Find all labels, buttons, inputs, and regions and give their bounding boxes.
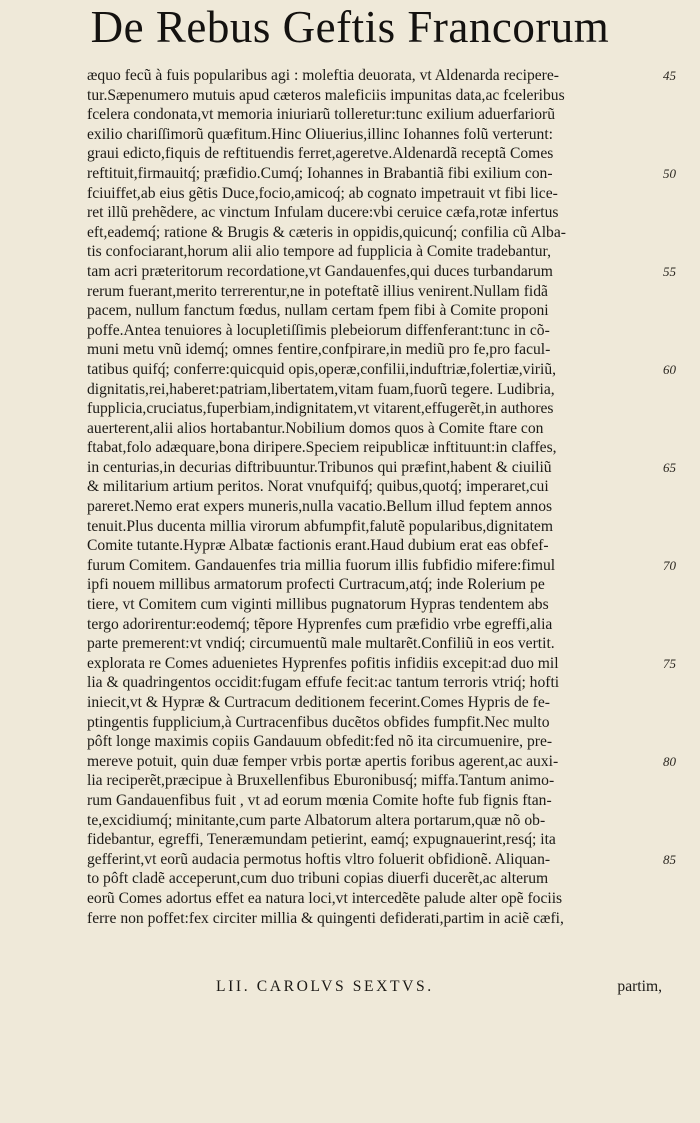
running-head: De Rebus Geftis Francorum <box>90 2 610 52</box>
text-line: æquo fecũ à fuis popularibus agi : moleftia deuorata, vt Aldenarda recipere- <box>87 67 559 84</box>
text-line: fupplicia,cruciatus,fuperbiam,indignitatem,vt vitarent,effugerẽt,in authores <box>87 400 554 418</box>
footer-line <box>87 976 662 998</box>
text-line: poffe.Antea tenuiores à locupletiſſimis plebeiorum diffenferant:tunc in cõ- <box>87 321 550 339</box>
text-line: pareret.Nemo erat expers muneris,nulla vacatio.Bellum illud feptem annos <box>87 498 553 516</box>
text-line: tergo adorirentur:eodemq́; tẽpore Hyprenfes cum præfidio vrbe egreffi,alia <box>87 615 553 633</box>
text-line: in centurias,in decurias diftribuuntur.Tribunos qui præfint,habent & ciuiliũ <box>87 458 552 476</box>
signature-mark: LII. CAROLVS SEXTVS. <box>216 978 434 995</box>
text-line: muni metu vnũ idemq́; omnes fentire,confpirare,in mediũ pro fe,pro facul- <box>87 341 551 359</box>
text-line: te,excidiumq́; minitante,cum parte Albatorum altera portarum,quæ nõ ob- <box>87 811 546 829</box>
text-line: fidebantur, egreffi, Teneræmundam petierint, eamq́; expugnauerint,resq́; ita <box>87 831 556 849</box>
text-line: auerterent,alii alios hortabantur.Nobilium domos quos à Comite ftare con <box>87 419 544 437</box>
text-line: eft,eademq́; ratione & Brugis & cæteris in oppidis,quicunq́; confilia cũ Alba- <box>87 223 566 241</box>
text-line: exilio chariſſimorũ quæfitum.Hinc Oliuerius,illinc Iohannes folũ verterunt: <box>87 125 553 143</box>
text-line: gefferint,vt eorũ audacia permotus hoftis vltro foluerit obfidionẽ. Aliquan- <box>87 850 551 868</box>
text-line: tatibus quifq́; conferre:quicquid opis,operæ,confilii,induftriæ,folertiæ,viriũ, <box>87 360 557 378</box>
text-line: mereve potuit, quin duæ femper vrbis portæ apertis foribus agerent,ac auxi- <box>87 752 559 770</box>
margin-line-number: 45 <box>663 68 676 83</box>
margin-line-number: 60 <box>663 362 676 377</box>
text-line: tis confociarant,horum alii alio tempore ad fupplicia à Comite tradebantur, <box>87 243 551 261</box>
text-line: lia & quadringentos occidit:fugam effufe fecit:ac tantum terroris vtriq́; hofti <box>87 674 560 692</box>
text-line: eorũ Comes adortus effet ea natura loci,vt intercedẽte palude alter opẽ fociis <box>87 889 563 907</box>
text-line: rerum fuerant,merito terrerentur,ne in poteftatẽ illius venirent.Nullam fidã <box>87 282 548 300</box>
text-line: parte premerent:vt vndiq́; circumuentũ male multarẽt.Confiliũ in eos vertit. <box>87 635 555 653</box>
text-line: tenuit.Plus ducenta millia virorum abfumpfit,falutẽ popularibus,dignitatem <box>87 517 553 535</box>
text-line: tam acri præteritorum recordatione,vt Gandauenfes,qui duces turbandarum <box>87 262 553 280</box>
text-line: ptingentis fupplicium,à Curtracenfibus ducẽtos obfides fumpfit.Nec multo <box>87 713 550 731</box>
text-line: to pôft cladẽ acceperunt,cum duo tribuni copias diuerfi ducerẽt,ac alterum <box>87 870 549 888</box>
text-line: ferre non poffet:fex circiter millia & quingenti defiderati,partim in aciẽ cæfi, <box>87 909 564 927</box>
margin-line-number: 70 <box>663 558 676 573</box>
text-line: tur.Sæpenumero mutuis apud cæteros maleficiis impunitas data,ac fceleribus <box>87 86 565 104</box>
text-block <box>87 66 662 928</box>
text-line: iniecit,vt & Hypræ & Curtracum deditionem fecerint.Comes Hypris de fe- <box>87 694 550 711</box>
catchword: partim, <box>617 978 662 995</box>
text-line: fciuiffet,ab eius gẽtis Duce,focio,amicoq́; ab cognato impetrauit vt fibi lice- <box>87 184 558 202</box>
text-line: & militarium artium peritos. Norat vnufquifq́; quibus,quotq́; imperaret,cui <box>87 478 549 496</box>
text-line: ret illũ prehẽdere, ac vinctum Infulam ducere:vbi ceruice cæfa,rotæ infertus <box>87 204 559 222</box>
text-line: dignitatis,rei,haberet:patriam,libertatem,vitam fuam,fuorũ tegere. Ludibria, <box>87 380 555 398</box>
text-line: ftabat,folo adæquare,bona diripere.Speciem reipublicæ inftituunt:in claffes, <box>87 439 557 457</box>
margin-line-number: 75 <box>663 656 676 671</box>
text-line: pôft longe maximis copiis Gandauum obfedit:fed nõ ita circumuenire, pre- <box>87 733 553 751</box>
text-line: lia reciperẽt,præcipue à Bruxellenfibus Eburonibusq́; miffa.Tantum animo- <box>87 772 555 790</box>
text-line: Comite tutante.Hypræ Albatæ factionis erant.Haud dubium erat eas obfef- <box>87 537 549 555</box>
margin-line-number: 50 <box>663 166 676 181</box>
text-line: graui edicto,fiquis de reftituendis ferret,ageretve.Aldenardã receptã Comes <box>87 145 554 163</box>
text-line: explorata re Comes aduenietes Hyprenfes pofitis infidiis excepit:ad duo mil <box>87 654 559 672</box>
text-line: tiere, vt Comitem cum viginti millibus pugnatorum Hypras tendentem abs <box>87 596 549 614</box>
text-line: furum Comitem. Gandauenfes tria millia fuorum illis fubfidio mifere:fimul <box>87 556 556 574</box>
margin-line-number: 55 <box>663 264 676 279</box>
text-line: pacem, nullum fanctum fœdus, nullam certam fpem fibi à Comite proponi <box>87 302 549 320</box>
text-line: rum Gandauenfibus fuit , vt ad eorum mœnia Comite hofte fub fignis ftan- <box>87 791 552 809</box>
text-line: fcelera condonata,vt memoria iniuriarũ tolleretur:tunc exilium aduerfariorũ <box>87 106 556 124</box>
text-line: reftituit,firmauitq́; præfidio.Cumq́; Iohannes in Brabantiã fibi exilium con- <box>87 164 553 182</box>
margin-line-number: 65 <box>663 460 676 475</box>
margin-line-number: 80 <box>663 754 676 769</box>
margin-line-number: 85 <box>663 852 676 867</box>
text-line: ipfi nouem millibus armatorum profecti Curtracum,atq́; inde Rolerium pe <box>87 576 545 594</box>
